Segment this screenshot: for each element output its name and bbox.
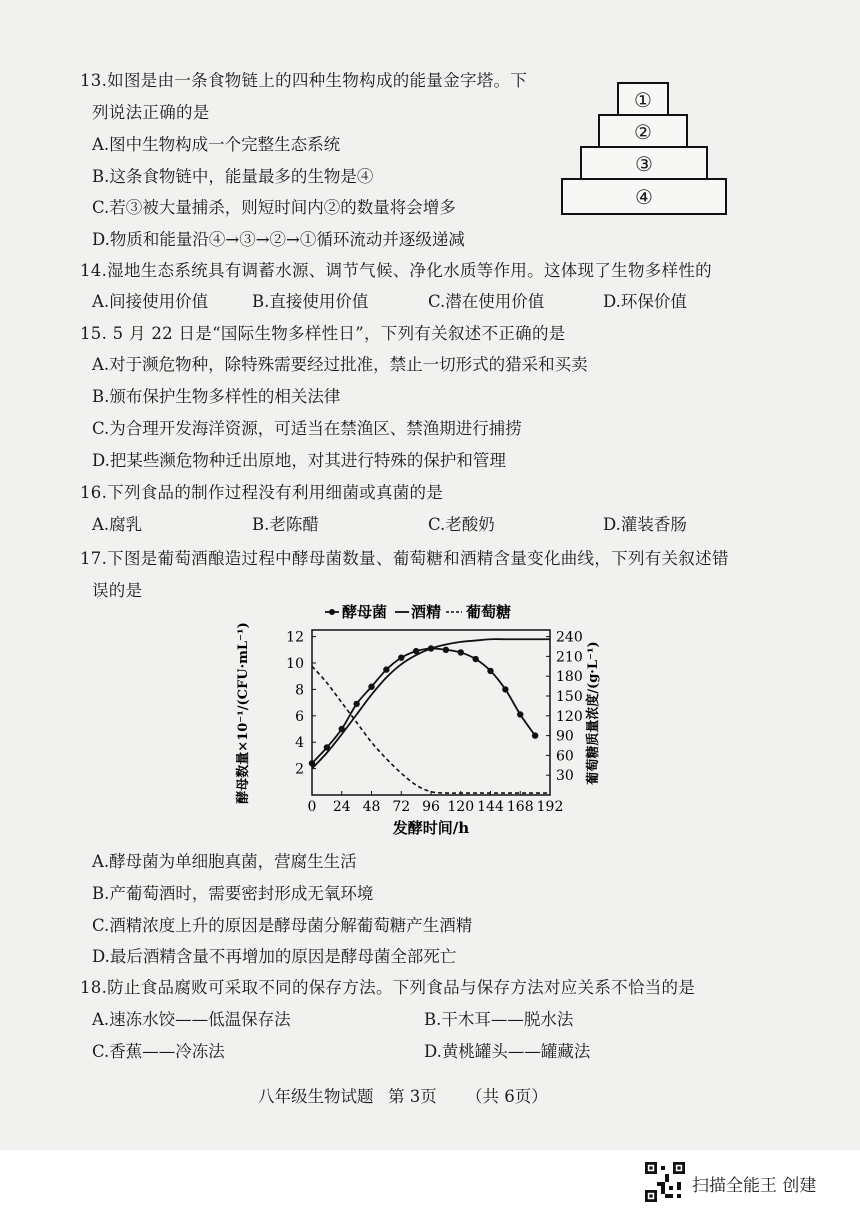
q17-option-a: A.酵母菌为单细胞真菌，营腐生生活 <box>92 852 357 871</box>
q15-option-c: C.为合理开发海洋资源，可适当在禁渔区、禁渔期进行捕捞 <box>92 419 522 438</box>
q14-option-d: D.环保价值 <box>603 292 687 311</box>
x-tick-label: 0 <box>307 799 317 815</box>
q16-option-b: B.老陈醋 <box>252 515 319 534</box>
q17-option-d: D.最后酒精含量不再增加的原因是酵母菌全部死亡 <box>92 947 457 966</box>
q16-option-a: A.腐乳 <box>92 515 143 534</box>
scanner-watermark-text: 扫描全能王 创建 <box>692 1176 817 1196</box>
yeast-data-point <box>398 655 404 661</box>
x-tick-label: 24 <box>332 799 351 815</box>
y-left-tick-label: 2 <box>295 761 304 778</box>
y-right-tick-label: 240 <box>556 629 583 646</box>
y-left-tick-label: 6 <box>295 708 304 725</box>
series-line-glucose <box>312 666 550 793</box>
y-right-tick-label: 180 <box>556 669 583 686</box>
y-right-tick-label: 120 <box>556 708 583 725</box>
q18-stem: 18.防止食品腐败可采取不同的保存方法。下列食品与保存方法对应关系不恰当的是 <box>80 978 696 997</box>
q15-option-b: B.颁布保护生物多样性的相关法律 <box>92 387 341 406</box>
yeast-data-point <box>502 686 508 692</box>
qr-code-icon <box>645 1162 685 1202</box>
q13-option-a: A.图中生物构成一个完整生态系统 <box>92 135 341 154</box>
y-axis-right-label: 葡萄糖质量浓度/(g·L⁻¹) <box>586 641 601 785</box>
q14-option-a: A.间接使用价值 <box>92 292 209 311</box>
footer-title: 八年级生物试题 <box>258 1087 374 1106</box>
q14-option-c: C.潜在使用价值 <box>428 292 545 311</box>
q13-stem-line1: 13.如图是由一条食物链上的四种生物构成的能量金字塔。下 <box>80 71 528 90</box>
yeast-data-point <box>517 711 523 717</box>
yeast-data-point <box>532 732 538 738</box>
x-tick-label: 192 <box>536 799 564 815</box>
y-left-tick-label: 8 <box>295 682 304 699</box>
yeast-data-point <box>472 656 478 662</box>
series-line-yeast <box>312 648 535 763</box>
yeast-data-point <box>487 668 493 674</box>
x-tick-label: 168 <box>506 799 534 815</box>
y-right-tick-label: 60 <box>556 748 574 765</box>
legend-glucose-label: 葡萄糖 <box>466 603 512 621</box>
plot-frame <box>312 630 550 795</box>
q16-option-d: D.灌装香肠 <box>603 515 687 534</box>
q16-option-c: C.老酸奶 <box>428 515 495 534</box>
y-left-tick-label: 4 <box>295 735 304 752</box>
q14-stem: 14.湿地生态系统具有调蓄水源、调节气候、净化水质等作用。这体现了生物多样性的 <box>80 261 712 280</box>
y-left-tick-label: 10 <box>286 656 304 672</box>
q14-option-b: B.直接使用价值 <box>252 292 369 311</box>
pyramid-level-1: ① <box>617 82 669 118</box>
q13-stem-line2: 列说法正确的是 <box>92 103 210 122</box>
y-left-tick-label: 12 <box>286 629 304 646</box>
q15-option-a: A.对于濒危物种，除特殊需要经过批准，禁止一切形式的猎采和买卖 <box>92 355 588 374</box>
y-axis-left-label: 酵母数量×10⁻¹/(CFU·mL⁻¹) <box>236 622 251 804</box>
q13-option-d: D.物质和能量沿④→③→②→①循环流动并逐级递减 <box>92 230 465 249</box>
x-axis-label: 发酵时间/h <box>392 819 470 837</box>
yeast-data-point <box>383 666 389 672</box>
x-tick-label: 120 <box>447 799 475 815</box>
pyramid-level-3: ③ <box>580 146 708 182</box>
q15-option-d: D.把某些濒危物种迁出原地，对其进行特殊的保护和管理 <box>92 451 506 470</box>
y-right-tick-label: 150 <box>556 689 583 705</box>
q17-option-b: B.产葡萄酒时，需要密封形成无氧环境 <box>92 884 374 903</box>
q18-option-c: C.香蕉——冷冻法 <box>92 1042 225 1061</box>
yeast-data-point <box>443 647 449 653</box>
yeast-data-point <box>458 649 464 655</box>
fermentation-chart <box>225 600 605 840</box>
q17-stem-line1: 17.下图是葡萄酒酿造过程中酵母菌数量、葡萄糖和酒精含量变化曲线，下列有关叙述错 <box>80 549 729 568</box>
chart-series <box>309 639 550 793</box>
yeast-data-point <box>353 701 359 707</box>
q13-option-c: C.若③被大量捕杀，则短时间内②的数量将会增多 <box>92 198 456 217</box>
q18-option-b: B.干木耳——脱水法 <box>424 1010 574 1029</box>
x-tick-label: 144 <box>477 799 504 815</box>
q15-stem: 15. 5 月 22 日是“国际生物多样性日”，下列有关叙述不正确的是 <box>80 324 566 343</box>
pyramid-level-4: ④ <box>561 178 727 215</box>
yeast-data-point <box>368 684 374 690</box>
x-tick-label: 48 <box>362 799 381 815</box>
q18-option-a: A.速冻水饺——低温保存法 <box>92 1010 291 1029</box>
y-right-tick-label: 90 <box>556 728 574 745</box>
footer-page-number: 第 3页 <box>388 1087 437 1106</box>
y-right-tick-label: 210 <box>556 649 583 666</box>
chart-axes <box>286 630 583 815</box>
legend-yeast-label: 酵母菌 <box>342 603 388 621</box>
x-tick-label: 96 <box>422 799 440 815</box>
q13-option-b: B.这条食物链中，能量最多的生物是④ <box>92 167 374 186</box>
q17-option-c: C.酒精浓度上升的原因是酵母菌分解葡萄糖产生酒精 <box>92 916 473 935</box>
q16-stem: 16.下列食品的制作过程没有利用细菌或真菌的是 <box>80 483 444 502</box>
legend-yeast-dot <box>329 609 335 615</box>
legend-alcohol-label: 酒精 <box>411 603 442 621</box>
y-right-tick-label: 30 <box>556 768 574 785</box>
chart-legend <box>325 603 511 621</box>
q17-stem-line2: 误的是 <box>92 581 143 600</box>
footer-total-pages: （共 6页） <box>466 1087 548 1106</box>
q18-option-d: D.黄桃罐头——罐藏法 <box>424 1042 591 1061</box>
x-tick-label: 72 <box>392 799 411 815</box>
pyramid-level-2: ② <box>598 114 688 150</box>
